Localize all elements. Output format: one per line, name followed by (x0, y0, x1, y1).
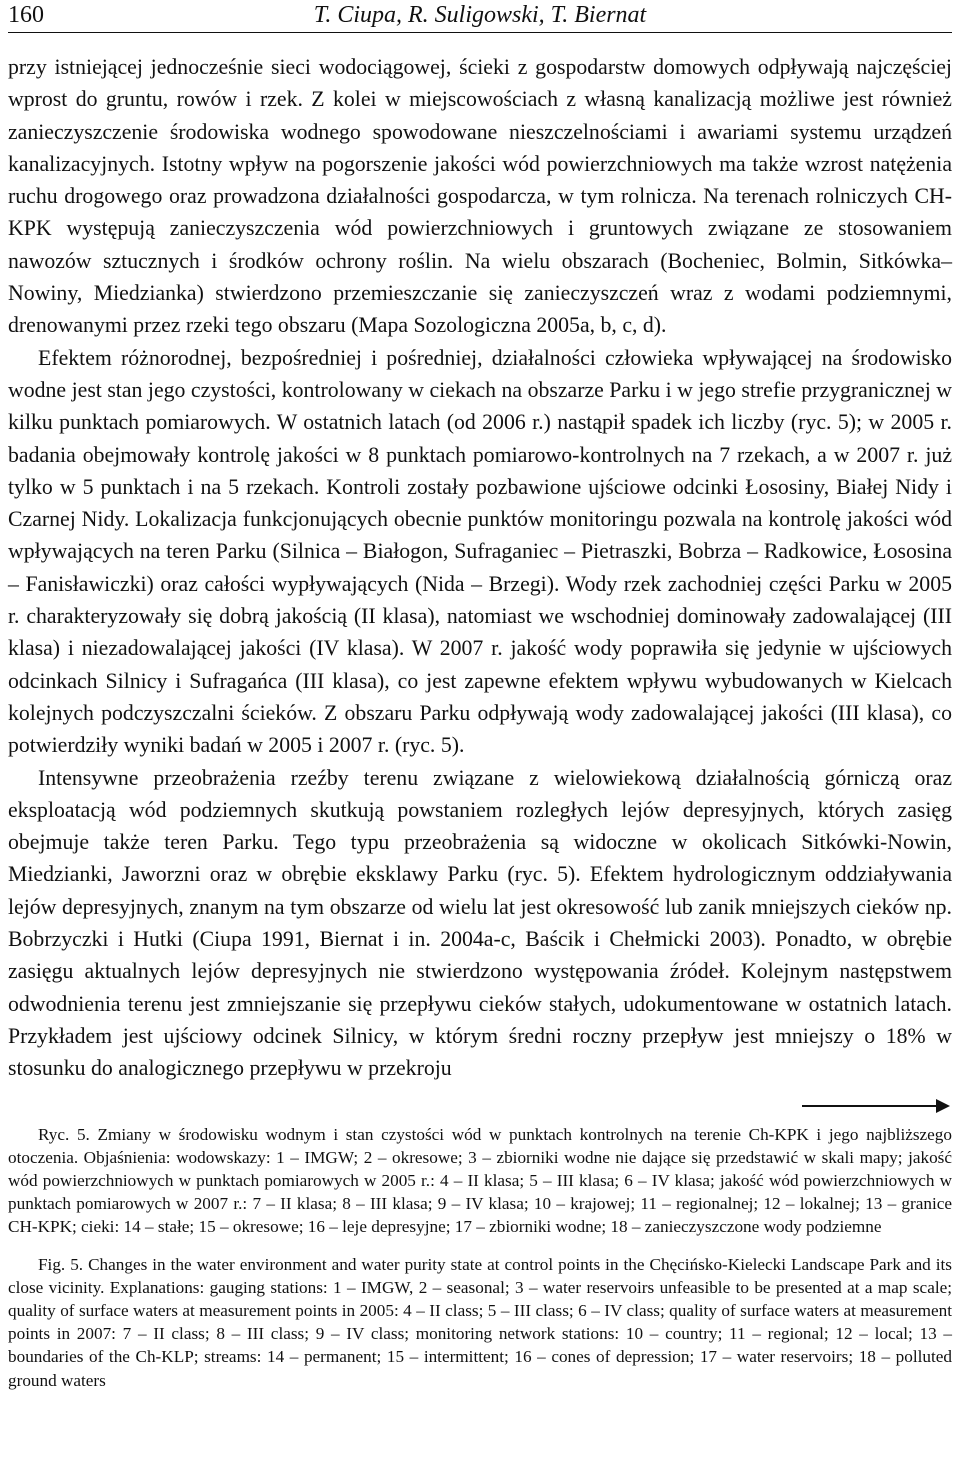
running-head (8, 0, 952, 33)
arrow-shaft (802, 1105, 938, 1107)
paragraph-3: Intensywne przeobrażenia rzeźby terenu związane z wielowiekową działalnością górniczą oraz eksploatacją wód podziemnych skutkują powstaniem rozległych lejów depresyjnych, których zasięg obejmuje także teren Parku. Tego typu przeobrażenia są widoczne w okolicach Sitkówki-Nowin, Miedzianki, Jaworzni oraz w obrębie eksklawy Parku (ryc. 5). Efektem hydrologicznym oddziaływania lejów depresyjnych, znanym na tym obszarze od wielu lat jest okresowość lub zanik mniejszych cieków np. Bobrzyczki i Hutki (Ciupa 1991, Biernat i in. 2004a-c, Baścik i Chełmicki 2003). Ponadto, w obrębie zasięgu aktualnych lejów depresyjnych nie stwierdzono występowania źródeł. Kolejnym następstwem odwodnienia terenu jest zmniejszanie się przepływu cieków stałych, udokumentowane w ostatnich latach. Przykładem jest ujściowy odcinek Silnicy, w którym średni roczny przepływ jest mniejszy o 18% w stosunku do analogicznego przepływu w przekroju (8, 765, 952, 1081)
continuation-arrow-icon (8, 1095, 952, 1117)
figure-caption-polish: Ryc. 5. Zmiany w środowisku wodnym i stan czystości wód w punktach kontrolnych na terenie Ch-KPK i jego najbliższego otoczenia. Objaśnienia: wodowskazy: 1 – IMGW; 2 – okresowe; 3 – zbiorniki wodne nie dające się przedstawić w skali mapy; jakość wód powierzchniowych w punktach pomiarowych w 2005 r.: 4 – II klasa; 5 – III klasa; 6 – IV klasa; jakość wód powierzchniowych w punktach pomiarowych w 2007 r.: 7 – II klasa; 8 – III klasa; 9 – IV klasa; 10 – krajowej; 11 – regionalnej; 12 – lokalnej; 13 – granice CH-KPK; cieki: 14 – stałe; 15 – okresowe; 16 – leje depresyjne; 17 – zbiorniki wodne; 18 – zanieczyszczone wody podziemne (8, 1124, 952, 1237)
body-text (8, 51, 952, 1085)
page-number: 160 (8, 2, 44, 28)
paragraph-2: Efektem różnorodnej, bezpośredniej i pośredniej, działalności człowieka wpływającej na środowisko wodne jest stan jego czystości, kontrolowany w ciekach na obszarze Parku i w jego strefie przygranicznej w kilku punktach pomiarowych. W ostatnich latach (od 2006 r.) nastąpił spadek ich liczby (ryc. 5); w 2005 r. badania obejmowały kontrolę jakości w 8 punktach pomiarowo-kontrolnych na 7 rzekach, a w 2007 r. już tylko w 5 punktach i na 5 rzekach. Kontroli zostały pozbawione ujściowe odcinki Łososiny, Białej Nidy i Czarnej Nidy. Lokalizacja funkcjonujących obecnie punktów monitoringu pozwala na kontrolę jakości wód wpływających na teren Parku (Silnica – Białogon, Sufraganiec – Pietraszki, Bobrza – Radkowice, Łososina – Fanisławiczki) oraz całości wypływających (Nida – Brzegi). Wody rzek zachodniej części Parku w 2005 r. charakteryzowały się dobrą jakością (II klasa), natomiast we wschodniej dominowały zadowalającej (III klasa) i niezadowalającej jakości (IV klasa). W 2007 r. jakość wody poprawiła się jedynie w ujściowych odcinkach Silnicy i Sufragańca (III klasa), co jest zapewne efektem wpływu wybudowanych w Kielcach kolejnych podczyszczalni ścieków. Z obszaru Parku odpływają wody zadowalającej jakości (III klasa), co potwierdziły wyniki badań w 2005 i 2007 r. (ryc. 5). (8, 345, 952, 758)
paragraph-1: przy istniejącej jednocześnie sieci wodociągowej, ścieki z gospodarstw domowych odpływają najczęściej wprost do gruntu, rowów i rzek. Z kolei w miejscowościach z własną kanalizacją możliwe jest również zanieczyszczenie środowiska wodnego spowodowane nieszczelnościami i awariami systemu urządzeń kanalizacyjnych. Istotny wpływ na pogorszenie jakości wód powierzchniowych ma także wzrost natężenia ruchu drogowego oraz prowadzona działalności gospodarcza, w tym rolnicza. Na terenach rolniczych CH-KPK występują zanieczyszczenia wód powierzchniowych i gruntowych związane ze stosowaniem nawozów sztucznych i środków ochrony roślin. Na wielu obszarach (Bocheniec, Bolmin, Sitkówka–Nowiny, Miedzianka) stwierdzono przemieszczanie się zanieczyszczeń wraz z wodami podziemnymi, drenowanymi przez rzeki tego obszaru (Mapa Sozologiczna 2005a, b, c, d). (8, 55, 952, 338)
header-authors: T. Ciupa, R. Suligowski, T. Biernat (313, 2, 647, 28)
arrow-head (936, 1099, 950, 1113)
figure-caption-english: Fig. 5. Changes in the water environment and water purity state at control points in the Chęcińsko-Kielecki Landscape Park and its close vicinity. Explanations: gauging stations: 1 – IMGW, 2 – seasonal; 3 – water reservoirs unfeasible to be presented at a map scale; quality of surface waters at measurement points in 2005: 4 – II class; 5 – III class; 6 – IV class; quality of surface waters at measurement points in 2007: 7 – II class; 8 – III class; 9 – IV class; monitoring network stations: 10 – country; 11 – regional; 12 – local; 13 – boundaries of the Ch-KLP; streams: 14 – permanent; 15 – intermittent; 16 – cones of depression; 17 – water reservoirs; 18 – polluted ground waters (8, 1254, 952, 1390)
